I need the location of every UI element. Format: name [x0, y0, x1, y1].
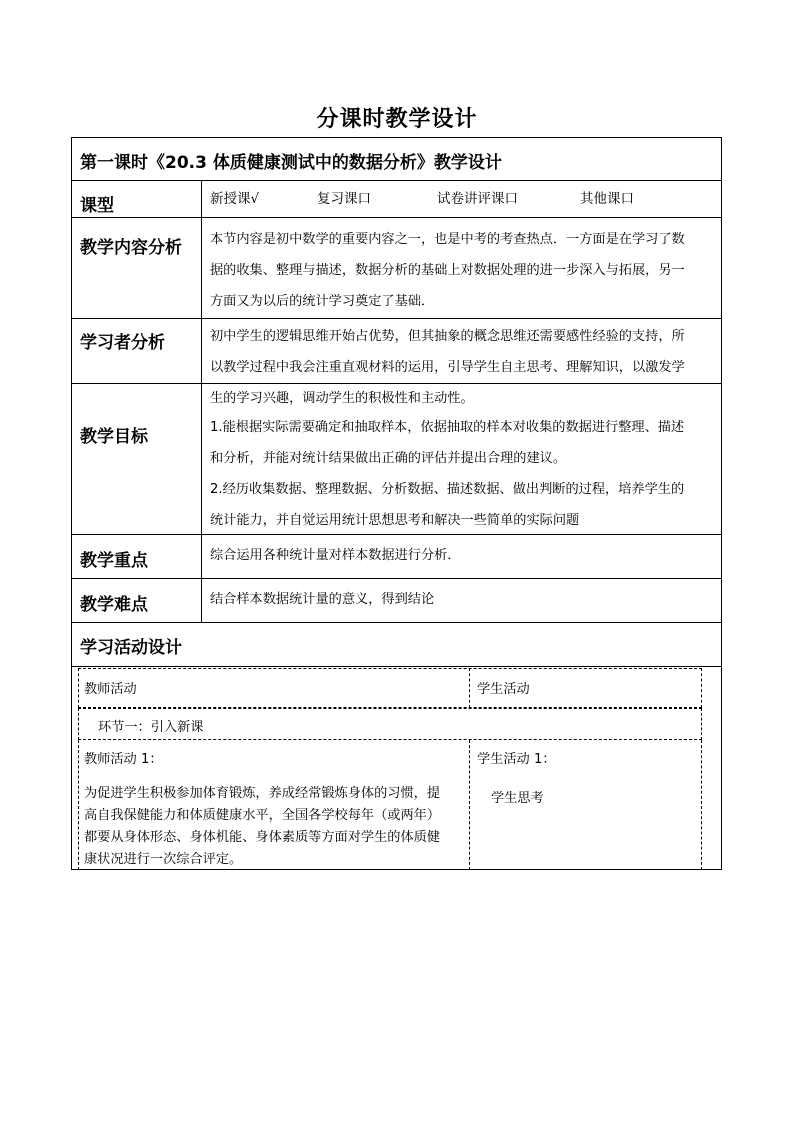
student-activity1-text: 学生思考 [491, 791, 544, 806]
key-points-label: 教学重点 [80, 551, 148, 571]
text-line: 初中学生的逻辑思维开始占优势，但其抽象的概念思维还需要感性经验的支持，所 [210, 329, 685, 344]
teacher-activity1-title: 教师活动 1： [84, 752, 163, 767]
text-line: 统计能力，并自觉运用统计思想思考和解决一些简单的实际问题 [210, 513, 580, 528]
teacher-activity-header: 教师活动 [84, 682, 137, 697]
lesson-type-option: 新授课√ [210, 191, 260, 207]
lesson-type-option: 其他课口 [580, 191, 634, 207]
text-line: 2.经历收集数据、整理数据、分析数据、描述数据、做出判断的过程，培养学生的 [210, 482, 685, 497]
row-divider [72, 180, 721, 181]
activity-column-divider [469, 668, 470, 708]
lesson-type-option: 复习课口 [317, 191, 371, 207]
row-divider [72, 578, 721, 579]
teacher-activity1-text [84, 783, 469, 871]
key-points-text: 综合运用各种统计量对样本数据进行分析． [210, 548, 461, 563]
text-line: 都要从身体形态、身体机能、身体素质等方面对学生的体质健 [84, 830, 441, 845]
row-divider [72, 217, 721, 218]
content-analysis-label: 教学内容分析 [80, 238, 182, 258]
text-line: 1.能根据实际需要确定和抽取样本，依据抽取的样本对收集的数据进行整理、描述 [210, 420, 685, 435]
text-line: 据的收集、整理与描述，数据分析的基础上对数据处理的进一步深入与拓展，另一 [210, 263, 685, 278]
objectives-text [210, 412, 720, 536]
activity-header-row [78, 668, 702, 708]
text-line: 本节内容是初中数学的重要内容之一，也是中考的考查热点．一方面是在学习了数 [210, 232, 685, 247]
section-title: 环节一：引入新课 [98, 720, 204, 735]
difficulties-text: 结合样本数据统计量的意义，得到结论 [210, 592, 435, 607]
text-line: 和分析，并能对统计结果做出正确的评估并提出合理的建议。 [210, 451, 567, 466]
student-activity-header: 学生活动 [477, 682, 530, 697]
column-divider [201, 180, 202, 622]
objectives-label: 教学目标 [80, 427, 148, 447]
activity-right-border [701, 740, 702, 870]
row-divider [72, 318, 721, 319]
lesson-design-table [71, 137, 722, 870]
difficulties-label: 教学难点 [80, 595, 148, 615]
lesson-type-label: 课型 [80, 196, 114, 216]
row-divider [72, 666, 721, 667]
student-activity1-title: 学生活动 1： [477, 752, 556, 767]
text-line: 康状况进行一次综合评定。 [84, 852, 243, 867]
lesson-type-option: 试卷讲评课口 [437, 191, 518, 207]
activity-design-label: 学习活动设计 [80, 638, 182, 658]
page-title: 分课时教学设计 [316, 106, 478, 132]
activity-column-divider [469, 740, 470, 870]
row-divider [72, 622, 721, 623]
learner-analysis-text [210, 321, 720, 414]
text-line: 高自我保健能力和体质健康水平，全国各学校每年（或两年） [84, 808, 441, 823]
lesson-title: 第一课时《20.3 体质健康测试中的数据分析》教学设计 [80, 153, 502, 173]
text-line: 以教学过程中我会注重直观材料的运用，引导学生自主思考、理解知识，以激发学 [210, 360, 685, 375]
text-line: 方面又为以后的统计学习奠定了基础． [210, 294, 435, 309]
text-line: 生的学习兴趣，调动学生的积极性和主动性。 [210, 391, 474, 406]
text-line: 为促进学生积极参加体育锻炼，养成经常锻炼身体的习惯，提 [84, 786, 441, 801]
content-analysis-text [210, 224, 720, 317]
learner-analysis-label: 学习者分析 [80, 333, 165, 353]
activity-left-border [78, 740, 79, 870]
